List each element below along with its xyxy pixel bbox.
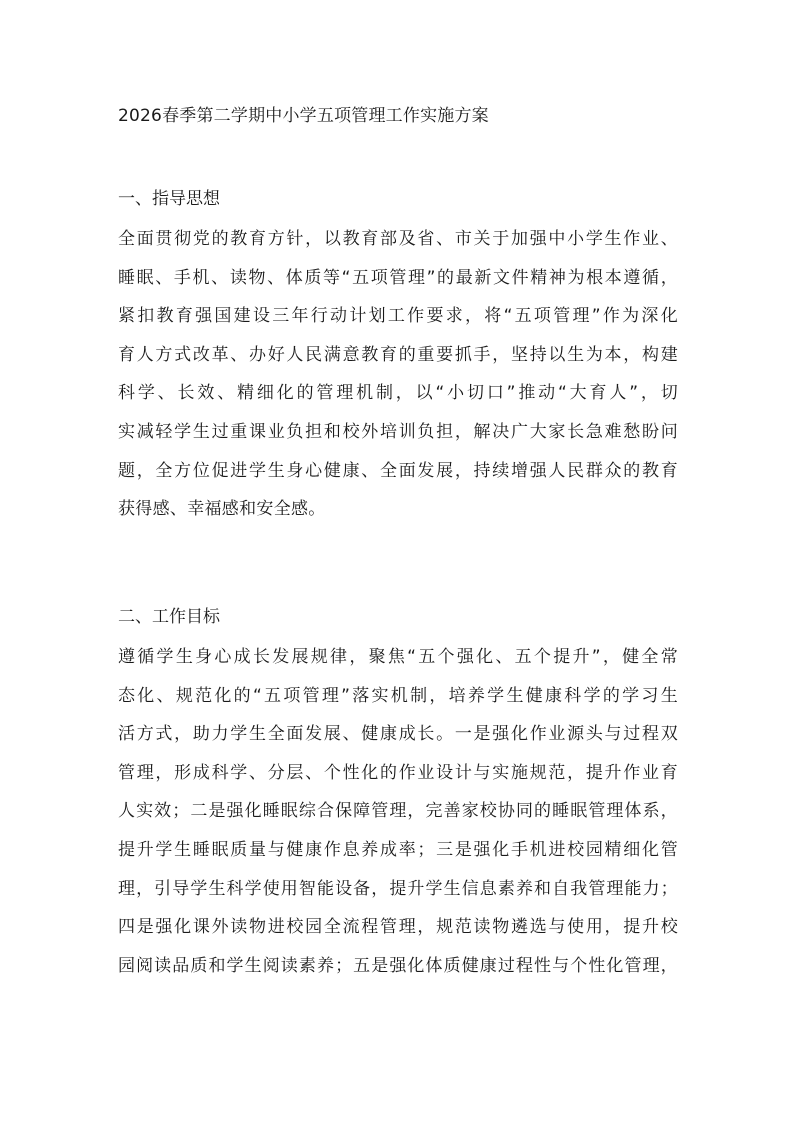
paragraph-line: 遵循学生身心成长发展规律，聚焦“五个强化、五个提升”，健全常 xyxy=(118,647,678,667)
paragraph-line: 睡眠、手机、读物、体质等“五项管理”的最新文件精神为根本遵循， xyxy=(118,267,678,288)
section-heading-guiding-ideology: 一、指导思想 xyxy=(118,189,220,209)
paragraph-line: 科学、长效、精细化的管理机制，以“小切口”推动“大育人”，切 xyxy=(118,383,678,404)
paragraph-line: 提升学生睡眠质量与健康作息养成率；三是强化手机进校园精细化管 xyxy=(118,839,678,860)
paragraph-line: 活方式，助力学生全面发展、健康成长。一是强化作业源头与过程双 xyxy=(118,724,678,745)
paragraph-line: 态化、规范化的“五项管理”落实机制，培养学生健康科学的学习生 xyxy=(118,685,678,706)
paragraph-line: 获得感、幸福感和安全感。 xyxy=(118,499,326,520)
paragraph-line: 实减轻学生过重课业负担和校外培训负担，解决广大家长急难愁盼问 xyxy=(118,421,678,442)
paragraph-line: 题，全方位促进学生身心健康、全面发展，持续增强人民群众的教育 xyxy=(118,460,678,481)
section-heading-work-goals: 二、工作目标 xyxy=(118,607,220,627)
paragraph-line: 育人方式改革、办好人民满意教育的重要抓手，坚持以生为本，构建 xyxy=(118,344,678,365)
section-body-guiding-ideology xyxy=(118,220,678,529)
paragraph-line: 园阅读品质和学生阅读素养；五是强化体质健康过程性与个性化管理， xyxy=(118,955,678,976)
document-title: 2026春季第二学期中小学五项管理工作实施方案 xyxy=(118,106,489,126)
paragraph-line: 人实效；二是强化睡眠综合保障管理，完善家校协同的睡眠管理体系， xyxy=(118,801,678,822)
section-body-work-goals xyxy=(118,638,678,985)
paragraph-line: 管理，形成科学、分层、个性化的作业设计与实施规范，提升作业育 xyxy=(118,762,678,783)
paragraph-line: 紧扣教育强国建设三年行动计划工作要求，将“五项管理”作为深化 xyxy=(118,306,678,327)
paragraph-line: 四是强化课外读物进校园全流程管理，规范读物遴选与使用，提升校 xyxy=(118,917,678,938)
paragraph-line: 全面贯彻党的教育方针，以教育部及省、市关于加强中小学生作业、 xyxy=(118,229,678,249)
paragraph-line: 理，引导学生科学使用智能设备，提升学生信息素养和自我管理能力； xyxy=(118,878,678,899)
